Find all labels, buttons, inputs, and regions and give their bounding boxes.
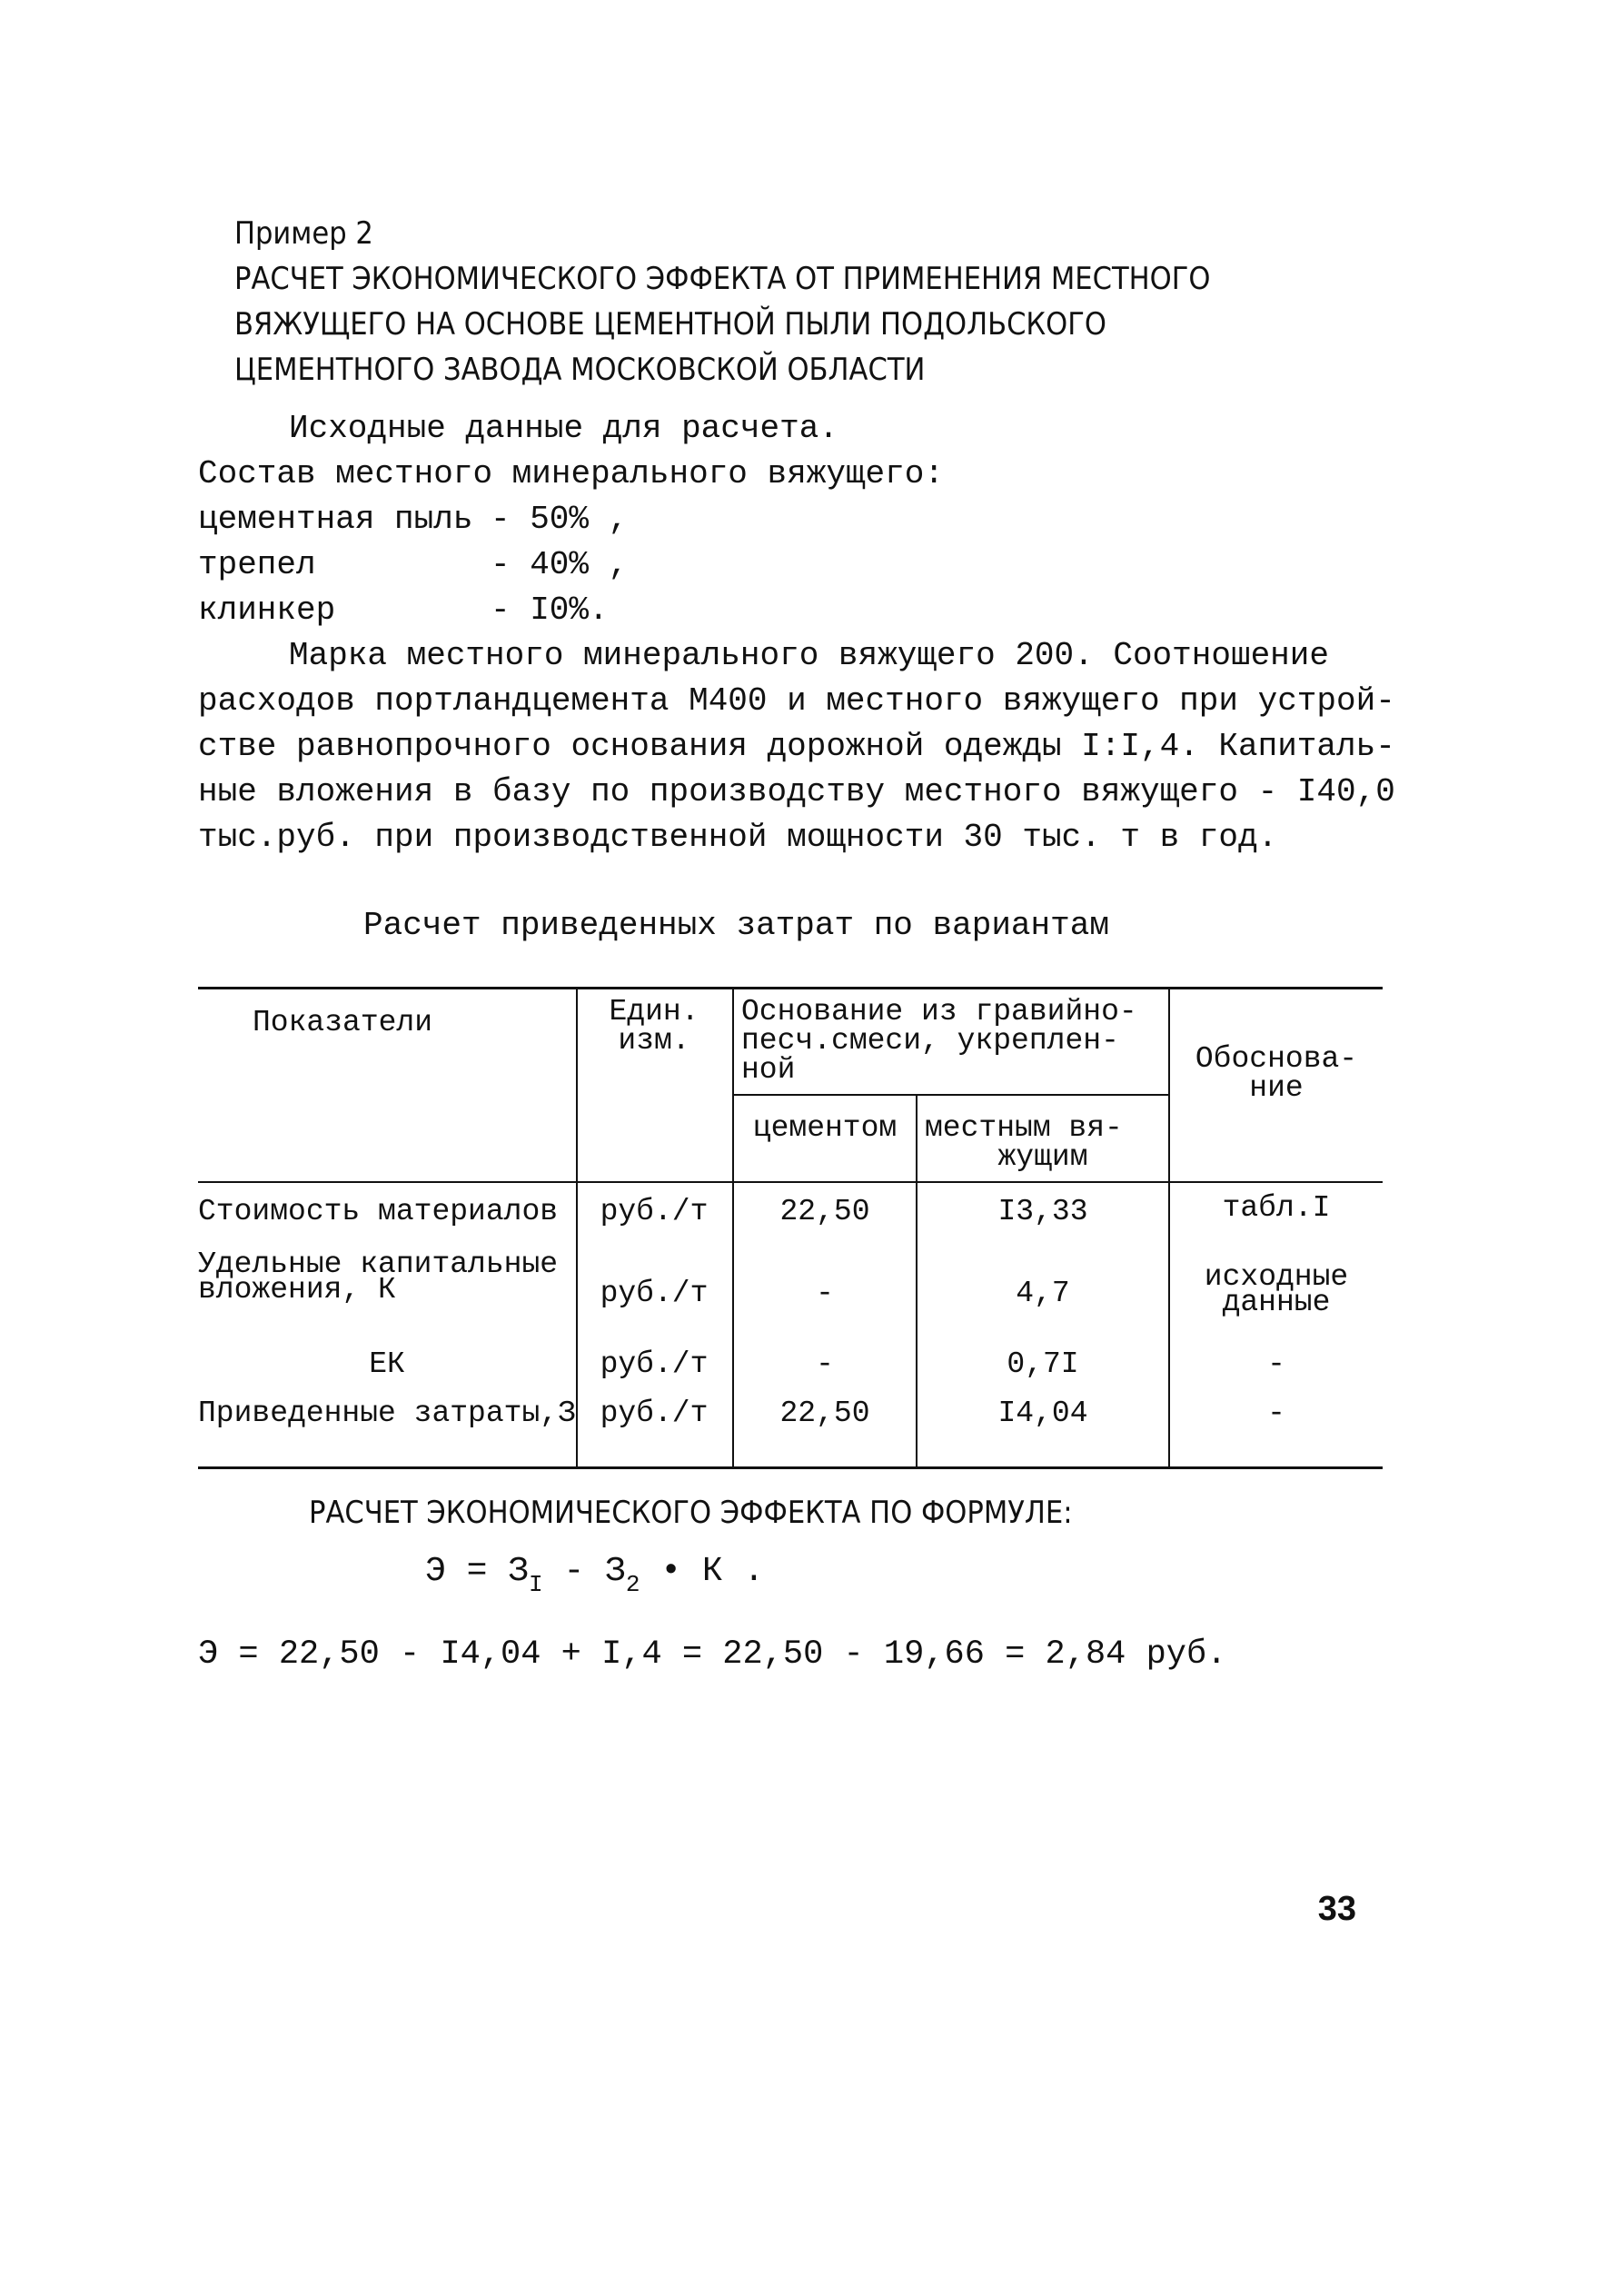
table-top-border xyxy=(198,987,1383,989)
row3-local: 0,7I xyxy=(1007,1347,1079,1381)
row4-justification: - xyxy=(1267,1396,1285,1430)
row3-unit: руб./т xyxy=(600,1347,709,1381)
row3-justification: - xyxy=(1267,1347,1285,1381)
calculation: Э = 22,50 - I4,04 + I,4 = 22,50 - 19,66 = 2,84 руб. xyxy=(198,1635,1227,1674)
composition-value-2: - 40% , xyxy=(491,546,629,583)
composition-name-3: клинкер xyxy=(198,591,336,629)
formula xyxy=(425,1552,765,1598)
row2-justification-line-1: исходные xyxy=(1204,1260,1349,1294)
row2-cement: - xyxy=(816,1277,834,1310)
formula-sub-2: 2 xyxy=(625,1571,640,1598)
header-justification-line-1: Обоснова- xyxy=(1195,1042,1358,1076)
header-unit-line-2: изм. xyxy=(618,1024,690,1058)
initial-data-heading: Исходные данные для расчета. xyxy=(289,410,838,447)
row4-unit: руб./т xyxy=(600,1396,709,1430)
page-number: 33 xyxy=(1317,1890,1356,1928)
row1-justification: табл.I xyxy=(1222,1191,1331,1225)
cost-table xyxy=(198,987,1383,1477)
table-subheader-divider xyxy=(734,1094,1170,1096)
formula-mid: - З xyxy=(542,1552,626,1591)
paragraph-line-5: тыс.руб. при производственной мощности 30 тыс. т в год. xyxy=(198,819,1278,856)
table-bottom-border xyxy=(198,1466,1383,1469)
row2-unit: руб./т xyxy=(600,1277,709,1310)
row3-cement: - xyxy=(816,1347,834,1381)
header-base-line-1: Основание из гравийно- xyxy=(741,995,1137,1029)
paragraph-line-2: расходов портландцемента М400 и местного вяжущего при устрой- xyxy=(198,682,1395,720)
table-col-divider-2 xyxy=(732,987,734,1466)
paragraph-line-1: Марка местного минерального вяжущего 200. Соотношение xyxy=(289,637,1329,674)
title-line-3: ЦЕМЕНТНОГО ЗАВОДА МОСКОВСКОЙ ОБЛАСТИ xyxy=(234,352,926,388)
header-unit-line-1: Един. xyxy=(609,995,699,1029)
paragraph-line-4: ные вложения в базу по производству местного вяжущего - I40,0 xyxy=(198,773,1395,810)
table-header-bottom-border xyxy=(198,1181,1383,1183)
row1-unit: руб./т xyxy=(600,1195,709,1228)
row4-cement: 22,50 xyxy=(779,1396,870,1430)
formula-lhs: Э = З xyxy=(425,1552,530,1591)
composition-value-3: - I0%. xyxy=(491,591,609,629)
paragraph-line-3: стве равнопрочного основания дорожной одежды I:I,4. Капиталь- xyxy=(198,728,1395,765)
composition-heading: Состав местного минерального вяжущего: xyxy=(198,455,944,492)
row2-local: 4,7 xyxy=(1016,1277,1070,1310)
row1-local: I3,33 xyxy=(997,1195,1088,1228)
title-line-1: РАСЧЕТ ЭКОНОМИЧЕСКОГО ЭФФЕКТА ОТ ПРИМЕНЕНИЯ МЕСТНОГО xyxy=(234,261,1211,297)
row3-indicator: ЕК xyxy=(369,1347,405,1381)
composition-value-1: - 50% , xyxy=(491,501,629,538)
header-local-line-1: местным вя- xyxy=(925,1111,1123,1145)
table-caption: Расчет приведенных затрат по вариантам xyxy=(363,907,1109,944)
header-base-line-3: ной xyxy=(741,1053,796,1087)
formula-sub-1: I xyxy=(529,1571,543,1598)
header-base-line-2: песч.смеси, укреплен- xyxy=(741,1024,1119,1058)
header-cement: цементом xyxy=(752,1111,898,1145)
row2-indicator-line-1: Удельные капитальные xyxy=(198,1247,559,1281)
composition-name-2: трепел xyxy=(198,546,316,583)
header-indicators: Показатели xyxy=(253,1006,433,1039)
table-col-divider-1 xyxy=(576,987,578,1466)
example-label: Пример 2 xyxy=(234,215,373,252)
title-line-2: ВЯЖУЩЕГО НА ОСНОВЕ ЦЕМЕНТНОЙ ПЫЛИ ПОДОЛЬСКОГО xyxy=(234,306,1106,343)
formula-rhs: • К . xyxy=(640,1552,765,1591)
row1-cement: 22,50 xyxy=(779,1195,870,1228)
formula-heading: РАСЧЕТ ЭКОНОМИЧЕСКОГО ЭФФЕКТА ПО ФОРМУЛЕ: xyxy=(309,1495,1073,1531)
row2-indicator-line-2: вложения, К xyxy=(198,1273,396,1307)
row4-local: I4,04 xyxy=(997,1396,1088,1430)
row4-indicator: Приведенные затраты,З xyxy=(198,1396,576,1430)
row1-indicator: Стоимость материалов xyxy=(198,1195,559,1228)
header-local-line-2: жущим xyxy=(997,1140,1088,1174)
header-justification-line-2: ние xyxy=(1249,1071,1304,1105)
composition-name-1: цементная пыль xyxy=(198,501,473,538)
row2-justification-line-2: данные xyxy=(1222,1286,1331,1319)
